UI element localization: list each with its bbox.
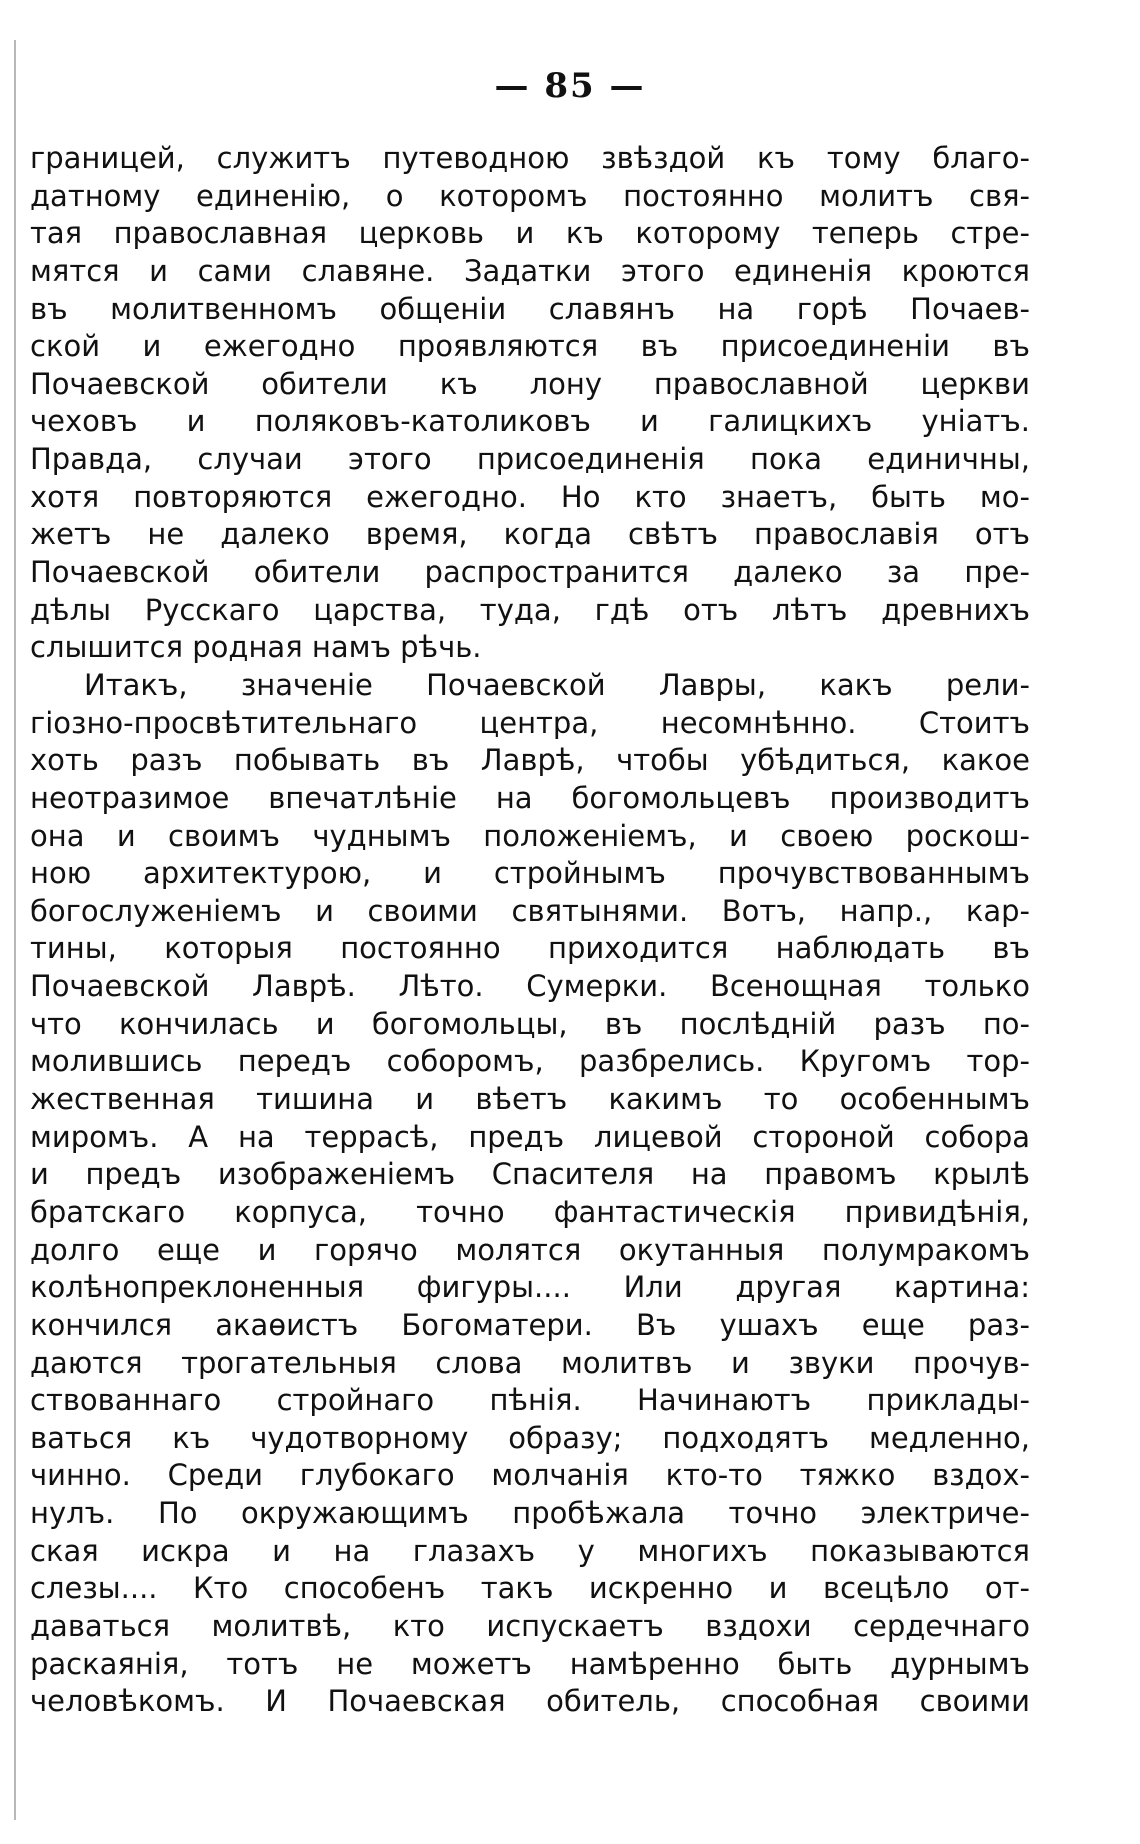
text-line: хотя повторяются ежегодно. Но кто знаетъ, быть мо- [30,479,1030,514]
body-text [30,140,1030,1721]
text-line: что кончилась и богомольцы, въ послѣдній разъ по- [30,1006,1030,1041]
text-line: Почаевской обители къ лону православной церкви [30,366,1030,401]
text-line: молившись передъ соборомъ, разбрелись. Кругомъ тор- [30,1044,1030,1079]
text-line: границей, служитъ путеводною звѣздой къ тому благо- [30,141,1030,175]
text-line: чеховъ и поляковъ-католиковъ и галицкихъ уніатъ. [30,404,1030,439]
page-number: — 85 — [494,66,646,106]
text-line: братскаго корпуса, точно фантастическія привидѣнія, [30,1194,1030,1229]
text-line: слезы.... Кто способенъ такъ искренно и всецѣло от- [30,1571,1030,1606]
text-line: раскаянія, тотъ не можетъ намѣренно быть дурнымъ [30,1646,1030,1681]
text-line: неотразимое впечатлѣніе на богомольцевъ производитъ [30,780,1030,815]
text-line: дѣлы Русскаго царства, туда, гдѣ отъ лѣтъ древнихъ [30,592,1030,627]
text-line: хоть разъ побывать въ Лаврѣ, чтобы убѣдиться, какое [30,743,1030,778]
text-line: колѣнопреклоненныя фигуры.... Или другая картина: [30,1270,1030,1305]
text-line: чинно. Среди глубокаго молчанія кто-то тяжко вздох- [30,1458,1030,1493]
text-line: миромъ. А на террасѣ, предъ лицевой стороной собора [30,1119,1030,1154]
text-line: ствованнаго стройнаго пѣнія. Начинаютъ приклады- [30,1383,1030,1418]
text-line: мятся и сами славяне. Задатки этого единенія кроются [30,253,1030,288]
text-line: въ молитвенномъ общеніи славянъ на горѣ Почаев- [30,291,1030,326]
text-line: Почаевской обители распространится далеко за пре- [30,555,1030,590]
text-line: ною архитектурою, и стройнымъ прочувствованнымъ [30,856,1030,891]
text-line: тая православная церковь и къ которому теперь стре- [30,216,1030,251]
text-line: даются трогательныя слова молитвъ и звуки прочув- [30,1345,1030,1380]
page-edge-line [14,40,16,1820]
text-line: она и своимъ чуднымъ положеніемъ, и своею роскош- [30,818,1030,853]
text-line: долго еще и горячо молятся окутанныя полумракомъ [30,1232,1030,1267]
text-line: ской и ежегодно проявляются въ присоединеніи въ [30,329,1030,364]
text-line: нулъ. По окружающимъ пробѣжала точно электриче- [30,1496,1030,1531]
text-line: человѣкомъ. И Почаевская обитель, способная своими [30,1684,1030,1719]
text-line: и предъ изображеніемъ Спасителя на правомъ крылѣ [30,1157,1030,1192]
text-line: жетъ не далеко время, когда свѣтъ православія отъ [30,517,1030,552]
text-line: ваться къ чудотворному образу; подходятъ медленно, [30,1420,1030,1455]
text-line: ская искра и на глазахъ у многихъ показываются [30,1533,1030,1568]
text-line: даваться молитвѣ, кто испускаетъ вздохи сердечнаго [30,1608,1030,1643]
text-line: богослуженіемъ и своими святынями. Вотъ, напр., кар- [30,893,1030,928]
text-line: кончился акаѳистъ Богоматери. Въ ушахъ еще раз- [30,1307,1030,1342]
text-line: датному единенію, о которомъ постоянно молитъ свя- [30,178,1030,213]
text-line: жественная тишина и вѣетъ какимъ то особеннымъ [30,1082,1030,1117]
text-line: слышится родная намъ рѣчь. [30,630,482,665]
text-line: Правда, случаи этого присоединенія пока единичны, [30,442,1030,477]
text-line: гіозно-просвѣтительнаго центра, несомнѣнно. Стоитъ [30,705,1030,740]
text-line: Итакъ, значеніе Почаевской Лавры, какъ рели- [84,667,1030,702]
text-line: Почаевской Лаврѣ. Лѣто. Сумерки. Всенощная только [30,969,1030,1004]
text-line: тины, которыя постоянно приходится наблюдать въ [30,931,1030,966]
